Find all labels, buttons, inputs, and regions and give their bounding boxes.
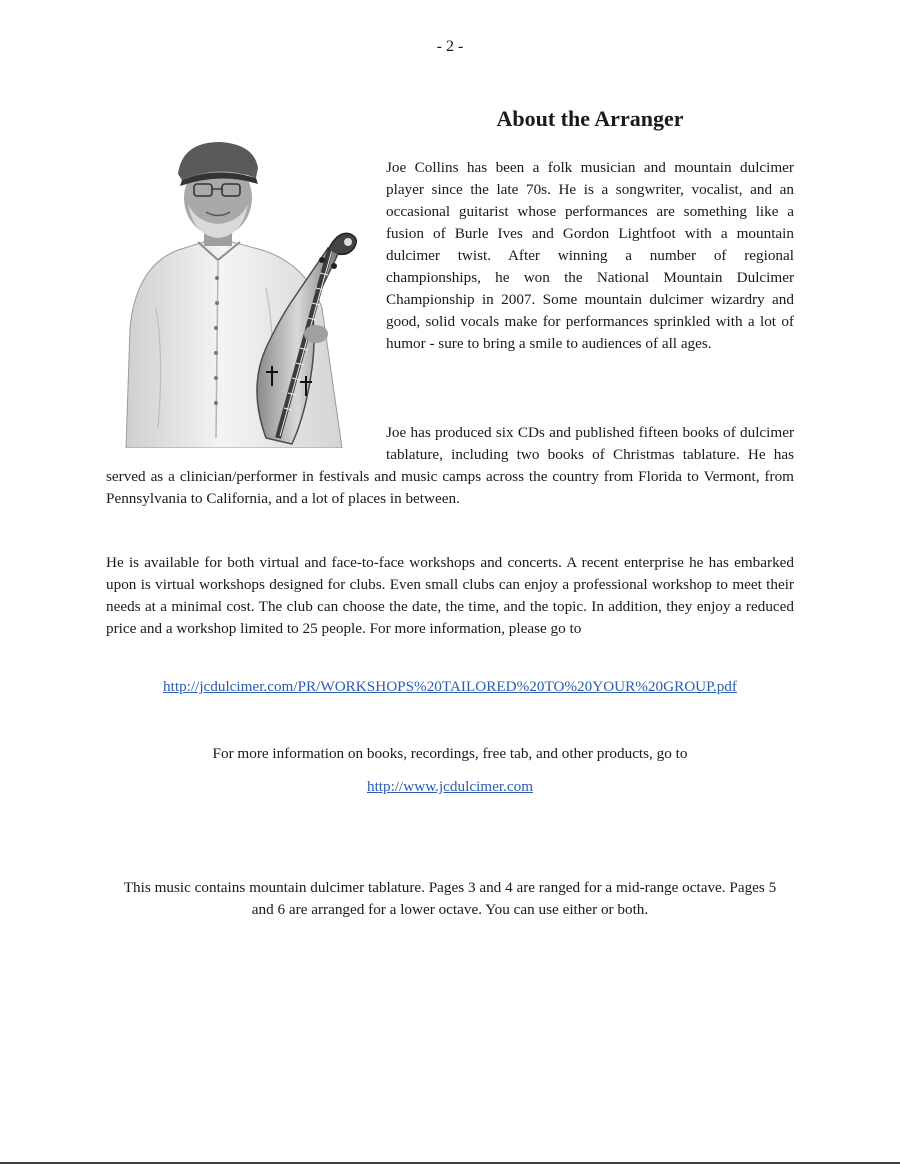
more-info-text: For more information on books, recordings, free tab, and other products, go to: [212, 745, 688, 762]
arranger-photo-illustration: [116, 138, 366, 448]
publications-paragraph: Joe has produced six CDs and published fifteen books of dulcimer tablature, including two books of Christmas tablature. He has served as a clinician/performer in festivals and music camps across the country from Florida to Vermont, from Pennsylvania to California, and a lot of places in between.: [106, 424, 794, 507]
arranger-photo: [116, 138, 366, 448]
website-link-line: [0, 776, 900, 798]
workshops-pdf-link[interactable]: http://jcdulcimer.com/PR/WORKSHOPS%20TAILORED%20TO%20YOUR%20GROUP.pdf: [163, 678, 737, 695]
tablature-note: This music contains mountain dulcimer tablature. Pages 3 and 4 are ranged for a mid-range octave. Pages 5 and 6 are arranged for a lower octave. You can use either or both.: [123, 879, 777, 918]
bio-paragraph: Joe Collins has been a folk musician and mountain dulcimer player since the late 70s. He is a songwriter, vocalist, and an occasional guitarist whose performances are something like a fusion of Burle Ives and Gordon Lightfoot with a mountain dulcimer twist. After winning a number of regional championships, he won the National Mountain Dulcimer Championship in 2007. Some mountain dulcimer wizardry and good, solid vocals make for performances sprinkled with a lot of humor - sure to bring a smile to audiences of all ages.: [386, 159, 794, 352]
website-link[interactable]: http://www.jcdulcimer.com: [366, 778, 534, 795]
publications-block: [106, 422, 794, 510]
page-number: - 2 -: [436, 38, 464, 55]
photo-wrap-spacer: [106, 422, 386, 466]
page-title: About the Arranger: [496, 106, 684, 131]
workshops-link-line: [0, 676, 900, 698]
workshops-paragraph: He is available for both virtual and face-to-face workshops and concerts. A recent enterprise he has embarked upon is virtual workshops designed for clubs. Even small clubs can enjoy a professional workshop to meet their needs at a minimal cost. The club can choose the date, the time, and the topic. In addition, they enjoy a reduced price and a workshop limited to 25 people. For more information, please go to: [106, 554, 794, 637]
